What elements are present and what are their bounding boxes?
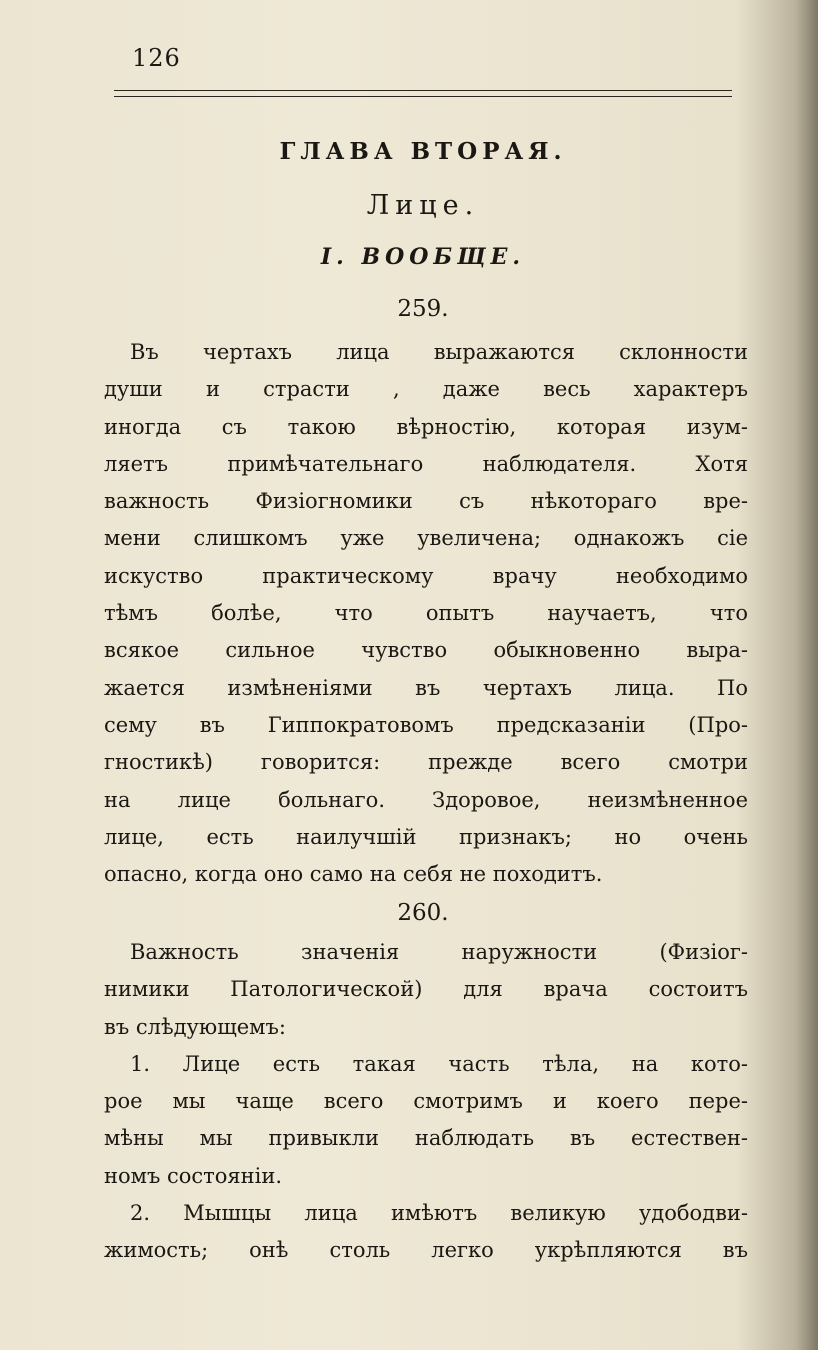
text-line: 1. Лице есть такая часть тѣла, на кото- (130, 1051, 748, 1076)
text-line: сему въ Гиппократовомъ предсказаніи (Про- (104, 712, 748, 737)
text-line: жимость; онѣ столь легко укрѣпляются въ (104, 1238, 748, 1263)
text-line: души и страсти , даже весь характеръ (104, 377, 748, 402)
paragraph-259-text (104, 334, 748, 893)
text-line: опасно, когда оно само на себя не походитъ. (104, 862, 603, 887)
paragraph-260-text (104, 934, 748, 1270)
text-line: номъ состояніи. (104, 1163, 283, 1188)
text-line: важность Физіогномики съ нѣкотораго вре- (104, 489, 748, 514)
text-line: жается измѣненіями въ чертахъ лица. По (104, 675, 748, 700)
text-line: Важность значенія наружности (Физіог- (130, 940, 748, 964)
header-rule-thin (114, 96, 732, 97)
chapter-title: ГЛАВА ВТОРАЯ. (279, 138, 567, 165)
text-line: на лице больнаго. Здоровое, неизмѣненное (104, 787, 748, 812)
page-number: 126 (132, 44, 181, 72)
text-line: рое мы чаще всего смотримъ и коего пере- (104, 1089, 748, 1114)
text-line: иногда съ такою вѣрностію, которая изум- (104, 414, 748, 439)
text-line: искуство практическому врачу необходимо (104, 563, 748, 588)
text-line: всякое сильное чувство обыкновенно выра- (104, 638, 748, 663)
text-line: ляетъ примѣчательнаго наблюдателя. Хотя (104, 451, 748, 476)
section-title: Лице. (366, 190, 480, 221)
text-line: лице, есть наилучшій признакъ; но очень (104, 824, 748, 849)
text-line: мѣны мы привыкли наблюдать въ естествен- (104, 1126, 748, 1151)
header-rule-thick (114, 90, 732, 91)
paragraph-259-number: 259. (397, 296, 449, 322)
page-edge-shadow (796, 0, 818, 1350)
text-line: мени слишкомъ уже увеличена; однакожъ сіе (104, 526, 748, 551)
subsection-title: I. ВООБЩЕ. (320, 244, 526, 270)
text-line: тѣмъ болѣе, что опытъ научаетъ, что (104, 601, 748, 626)
text-line: въ слѣдующемъ: (104, 1014, 286, 1039)
text-line: 2. Мышцы лица имѣютъ великую удободви- (130, 1201, 748, 1226)
text-line: нимики Патологической) для врача состоитъ (104, 977, 748, 1002)
text-line: гностикѣ) говорится: прежде всего смотри (104, 750, 748, 775)
text-line: Въ чертахъ лица выражаются склонности (130, 340, 748, 364)
paragraph-260-number: 260. (397, 900, 449, 926)
